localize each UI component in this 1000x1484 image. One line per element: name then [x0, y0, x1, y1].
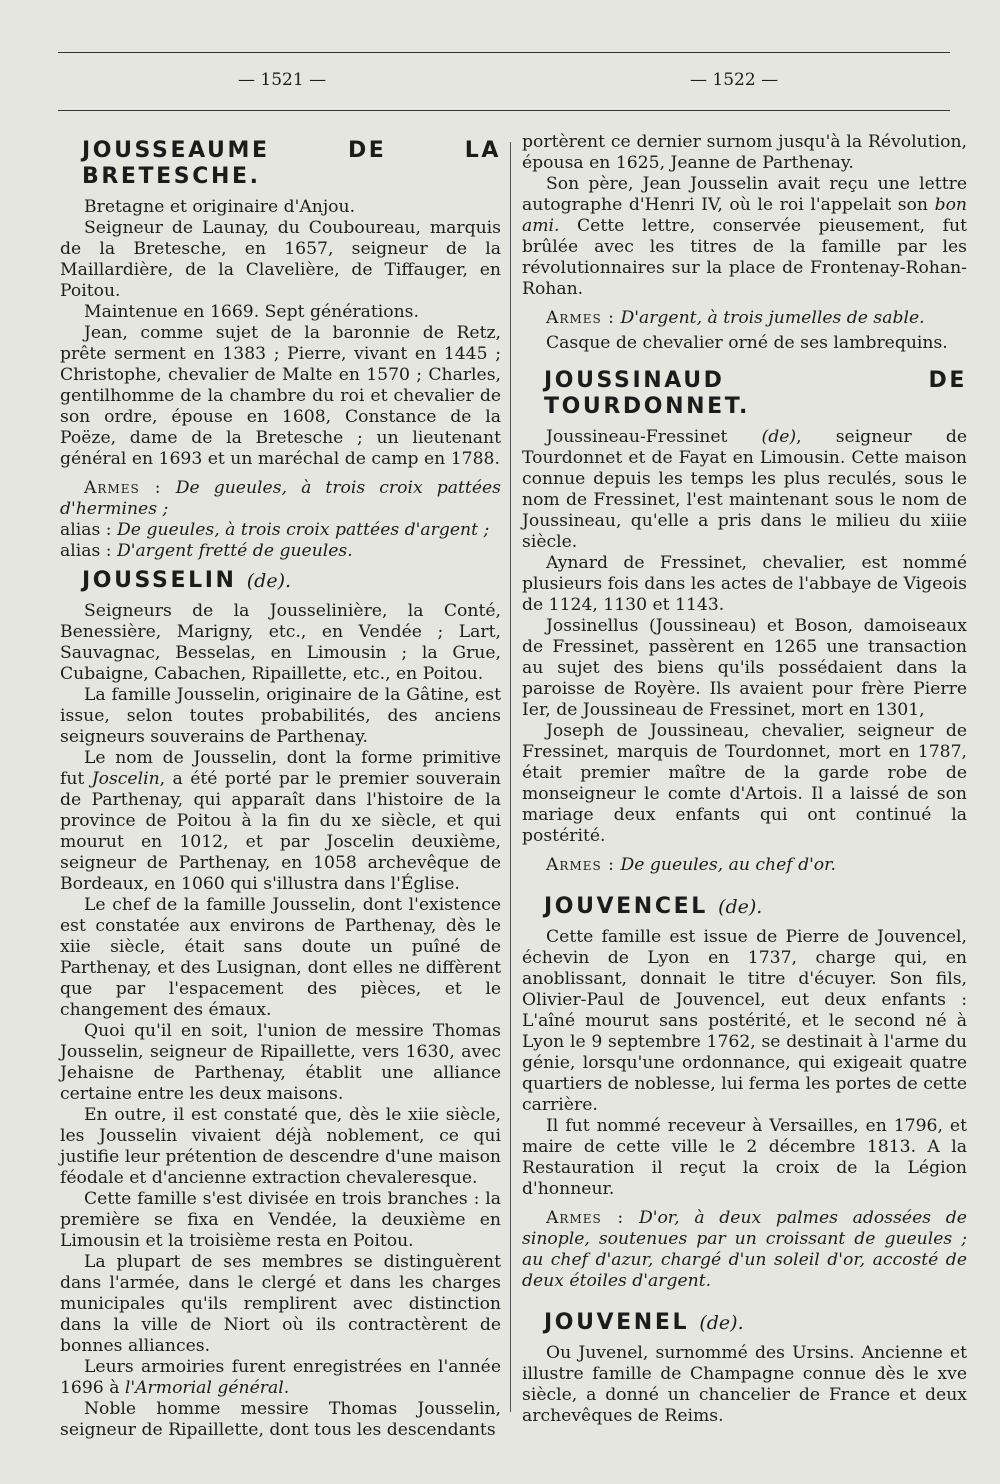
armes-label: Armes :	[546, 1208, 625, 1228]
text-run: Leurs armoiries furent enregistrées en l'année 1696 à	[60, 1357, 501, 1398]
page-number-right: — 1522 —	[690, 70, 779, 90]
entry-paragraph: Joseph de Joussineau, chevalier, seigneur de Fressinet, marquis de Tourdonnet, mort en 1787, était premier maître de la garde robe de monseigneur le comte d'Artois. Il a laissé de son mariage deux enfants qui ont continué la postérité.	[522, 721, 967, 846]
entry-paragraph: En outre, il est constaté que, dès le xiie siècle, les Jousselin vivaient déjà noblement, ce qui justifie leur prétention de descendre d'une maison féodale et d'ancienne extraction chevaleresque.	[60, 1105, 501, 1188]
entry-paragraph: Maintenue en 1669. Sept générations.	[84, 302, 419, 322]
armes-paragraph	[522, 855, 967, 876]
text-run: Le nom de Jousselin, dont la forme primitive fut	[60, 748, 501, 789]
entry-title-text: JOUVENCEL	[544, 894, 708, 919]
alias-text: De gueules, à trois croix pattées d'argent ;	[117, 520, 490, 540]
entry-title-text: JOUSSELIN	[82, 568, 237, 593]
entry-title-joussinaud: JOUSSINAUD DE TOURDONNET.	[544, 368, 967, 419]
entry-title-jousselin	[82, 568, 501, 594]
entry-title-jouvenel	[544, 1310, 967, 1336]
entry-paragraph: Aynard de Fressinet, chevalier, est nommé plusieurs fois dans les actes de l'abbaye de Vigeois de 1124, 1130 et 1143.	[522, 553, 967, 615]
armes-paragraph	[60, 478, 501, 562]
armes-text: D'or, à deux palmes adossées de sinople, soutenues par un croissant de gueules ; au chef d'azur, chargé d'un soleil d'or, accosté de deux étoiles d'argent.	[522, 1208, 967, 1291]
left-column	[60, 132, 501, 1441]
entry-paragraph	[522, 174, 967, 300]
top-rule	[58, 52, 950, 53]
text-run-italic: (de)	[761, 427, 797, 447]
right-column	[522, 132, 967, 1427]
text-run: , seigneur de Tourdonnet et de Fayat en Limousin. Cette maison connue depuis les temps les plus reculés, sous le nom de Fressinet, l'est maintenant sous le nom de Joussineau, qu'elle a pris dans le milieu du xiiie siècle.	[522, 427, 967, 552]
entry-paragraph: Il fut nommé receveur à Versailles, en 1796, et maire de cette ville le 2 décembre 1813. A la Restauration il reçut la croix de la Légion d'honneur.	[522, 1116, 967, 1199]
entry-paragraph: Ou Juvenel, surnommé des Ursins. Ancienne et illustre famille de Champagne connue dès le xve siècle, a donné un chancelier de France et deux archevêques de Reims.	[522, 1343, 967, 1426]
entry-paragraph: La plupart de ses membres se distinguèrent dans l'armée, dans le clergé et dans les charges municipales qu'ils remplirent avec distinction dans la ville de Niort où ils contractèrent de bonnes alliances.	[60, 1252, 501, 1356]
armes-text: D'argent, à trois jumelles de sable.	[620, 308, 925, 328]
armes-paragraph	[522, 1208, 967, 1292]
entry-paragraph: Seigneurs de la Jousselinière, la Conté, Benessière, Marigny, etc., en Vendée ; Lart, Sauvagnac, Besselas, en Limousin ; la Grue, Cubaigne, Cabachen, Ripaillette, etc., en Poitou.	[60, 601, 501, 684]
entry-paragraph: Cette famille est issue de Pierre de Jouvencel, échevin de Lyon en 1737, charge qui, en anoblissant, donnait le titre d'écuyer. Son fils, Olivier-Paul de Jouvencel, eut deux enfants : L'aîné mourut sans postérité, et le second né à Lyon le 9 septembre 1762, se destinait à l'arme du génie, lorsqu'une ordonnance, qui exigeait quatre quartiers de noblesse, lui ferma les portes de cette carrière.	[522, 927, 967, 1115]
entry-paragraph: Cette famille s'est divisée en trois branches : la première se fixa en Vendée, la deuxième en Limousin et la troisième resta en Poitou.	[60, 1189, 501, 1251]
text-run-italic: bon ami.	[522, 195, 967, 236]
text-run-italic: Joscelin	[91, 769, 160, 789]
armes-paragraph	[522, 308, 967, 329]
column-divider	[510, 142, 511, 1412]
entry-paragraph: Jossinellus (Joussineau) et Boson, damoiseaux de Fressinet, passèrent en 1265 une transaction au sujet des biens qu'ils possédaient dans la paroisse de Royère. Ils avaient pour frère Pierre Ier, de Joussineau de Fressinet, mort en 1301,	[522, 616, 967, 720]
entry-paragraph	[60, 1357, 501, 1399]
entry-paragraph: Jean, comme sujet de la baronnie de Retz, prête serment en 1383 ; Pierre, vivant en 1445 ; Christophe, chevalier de Malte en 1570 ; Charles, gentilhomme de la chambre du roi et chevalier de son ordre, épouse en 1608, Constance de la Poëze, dame de la Bretesche ; un lieutenant général en 1693 et un maréchal de camp en 1788.	[60, 323, 501, 469]
entry-title-jouvencel	[544, 894, 967, 920]
entry-title-text: JOUVENEL	[544, 1310, 690, 1335]
entry-paragraph: Bretagne et originaire d'Anjou.	[84, 197, 356, 217]
entry-title-particle: (de).	[718, 896, 763, 918]
armes-label: Armes :	[84, 478, 162, 498]
spacer	[522, 880, 967, 888]
page-number-left: — 1521 —	[238, 70, 327, 90]
spacer	[522, 1296, 967, 1304]
entry-title-particle: (de).	[699, 1312, 744, 1334]
entry-paragraph: Noble homme messire Thomas Jousselin, seigneur de Ripaillette, dont tous les descendants	[60, 1399, 501, 1440]
entry-paragraph	[522, 427, 967, 553]
spacer	[522, 354, 967, 362]
text-run: , a été porté par le premier souverain de Parthenay, qui apparaît dans l'histoire de la province de Poitou à la fin du xe siècle, et qui mourut en 1012, et par Joscelin deuxième, seigneur de Parthenay, en 1058 archevêque de Bordeaux, en 1060 qui s'illustra dans l'Église.	[60, 769, 501, 894]
text-run-italic: l'Armorial général.	[124, 1378, 290, 1398]
text-run: Joussineau-Fressinet	[546, 427, 762, 447]
entry-paragraph: La famille Jousselin, originaire de la Gâtine, est issue, selon toutes probabilités, des anciens seigneurs souverains de Parthenay.	[60, 685, 501, 747]
entry-paragraph: Quoi qu'il en soit, l'union de messire Thomas Jousselin, seigneur de Ripaillette, vers 1630, avec Jehaisne de Parthenay, établit une alliance certaine entre les deux maisons.	[60, 1021, 501, 1104]
text-run: Son père, Jean Jousselin avait reçu une lettre autographe d'Henri IV, où le roi l'appelait son	[522, 174, 967, 215]
armes-text: De gueules, à trois croix pattées d'hermines ;	[60, 478, 501, 519]
entry-paragraph-continued: portèrent ce dernier surnom jusqu'à la Révolution, épousa en 1625, Jeanne de Parthenay.	[522, 132, 967, 173]
alias-text: D'argent fretté de gueules.	[117, 541, 353, 561]
alias-label: alias :	[60, 520, 112, 540]
alias-label: alias :	[60, 541, 112, 561]
entry-title-jousseaume: JOUSSEAUME DE LA BRETESCHE.	[82, 138, 501, 189]
armes-label: Armes :	[546, 308, 615, 328]
entry-paragraph: Casque de chevalier orné de ses lambrequins.	[546, 333, 948, 353]
entry-paragraph	[60, 748, 501, 895]
entry-paragraph: Le chef de la famille Jousselin, dont l'existence est constatée aux environs de Parthenay, dès le xiie siècle, était sans doute un puîné de Parthenay, et des Lusignan, dont elles ne diffèrent que par l'espacement des pièces, et le changement des émaux.	[60, 895, 501, 1020]
entry-title-particle: (de).	[246, 570, 292, 592]
armes-label: Armes :	[546, 855, 615, 875]
header-rule	[58, 110, 950, 111]
text-run: Cette lettre, conservée pieusement, fut brûlée avec les titres de la famille par les révolutionnaires sur la place de Frontenay-Rohan-Rohan.	[522, 216, 967, 299]
armes-text: De gueules, au chef d'or.	[620, 855, 836, 875]
entry-paragraph: Seigneur de Launay, du Couboureau, marquis de la Bretesche, en 1657, seigneur de la Maillardière, de la Clavelière, de Tiffauger, en Poitou.	[60, 218, 501, 301]
